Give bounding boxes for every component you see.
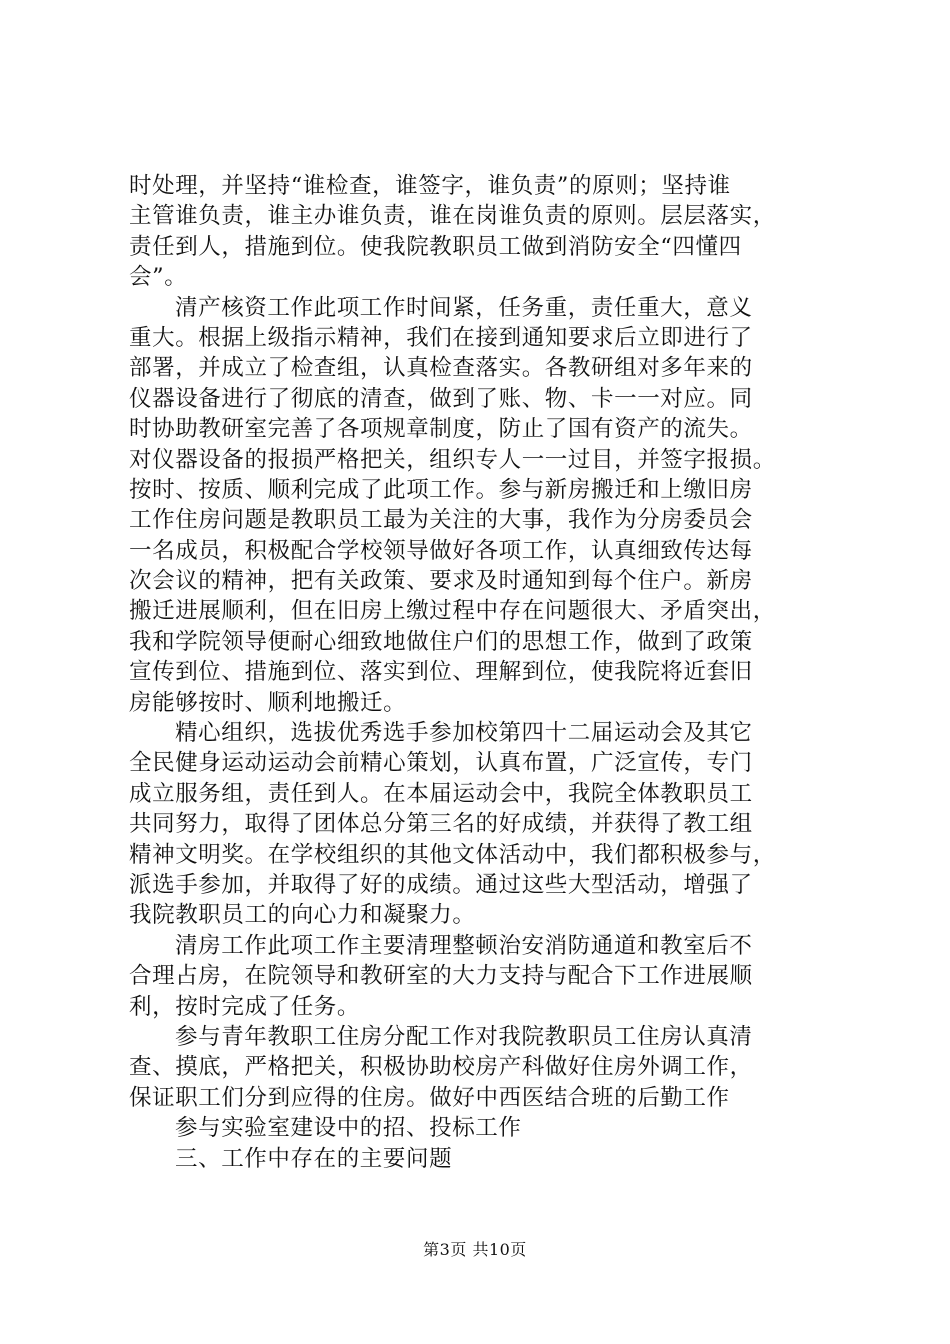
text-line: 房能够按时、顺利地搬迁。 (129, 689, 407, 716)
body-text (129, 171, 829, 1174)
text-line: 利，按时完成了任务。 (129, 993, 361, 1020)
text-line: 参与实验室建设中的招、投标工作 (175, 1115, 522, 1142)
text-line: 成立服务组，责任到人。在本届运动会中，我院全体教职员工 (129, 780, 753, 807)
text-line: 清产核资工作此项工作时间紧，任务重，责任重大，意义 (175, 294, 753, 321)
text-line: 工作住房问题是教职员工最为关注的大事，我作为分房委员会 (129, 507, 753, 534)
text-line: 部署，并成立了检查组，认真检查落实。各教研组对多年来的 (129, 355, 753, 382)
text-line: 派选手参加，并取得了好的成绩。通过这些大型活动，增强了 (129, 871, 753, 898)
page-footer: 第3页 共10页 (423, 1240, 527, 1259)
text-line: 我和学院领导便耐心细致地做住户们的思想工作，做到了政策 (129, 628, 753, 655)
text-line: 宣传到位、措施到位、落实到位、理解到位，使我院将近套旧 (129, 659, 753, 686)
text-line: 保证职工们分到应得的住房。做好中西医结合班的后勤工作 (129, 1084, 730, 1111)
text-line: 主管谁负责，谁主办谁负责，谁在岗谁负责的原则。层层落实， (129, 203, 776, 230)
text-line: 共同努力，取得了团体总分第三名的好成绩，并获得了教工组 (129, 811, 753, 838)
text-line: 我院教职员工的向心力和凝聚力。 (129, 902, 476, 929)
text-line: 清房工作此项工作主要清理整顿治安消防通道和教室后不 (175, 932, 753, 959)
text-line: 精心组织，选拔优秀选手参加校第四十二届运动会及其它 (175, 720, 753, 747)
text-line: 重大。根据上级指示精神，我们在接到通知要求后立即进行了 (129, 324, 753, 351)
text-line: 次会议的精神，把有关政策、要求及时通知到每个住户。新房 (129, 568, 753, 595)
text-line: 查、摸底，严格把关，积极协助校房产科做好住房外调工作， (129, 1054, 753, 1081)
text-line: 精神文明奖。在学校组织的其他文体活动中，我们都积极参与， (129, 841, 776, 868)
text-line: 时协助教研室完善了各项规章制度，防止了国有资产的流失。 (129, 416, 753, 443)
text-line: 一名成员，积极配合学校领导做好各项工作，认真细致传达每 (129, 537, 753, 564)
text-line: 三、工作中存在的主要问题 (175, 1145, 453, 1172)
text-line: 仪器设备进行了彻底的清查，做到了账、物、卡一一对应。同 (129, 385, 753, 412)
text-line: 搬迁进展顺利，但在旧房上缴过程中存在问题很大、矛盾突出， (129, 598, 776, 625)
text-line: 责任到人，措施到位。使我院教职员工做到消防安全“四懂四 (129, 233, 742, 260)
text-line: 时处理，并坚持“谁检查，谁签字，谁负责”的原则；坚持谁 (129, 173, 731, 199)
text-line: 对仪器设备的报损严格把关，组织专人一一过目，并签字报损。 (129, 446, 776, 473)
text-line: 合理占房，在院领导和教研室的大力支持与配合下工作进展顺 (129, 963, 753, 990)
text-line: 全民健身运动运动会前精心策划，认真布置，广泛宣传，专门 (129, 750, 753, 777)
text-line: 会”。 (129, 264, 188, 291)
text-line: 参与青年教职工住房分配工作对我院教职员工住房认真清 (175, 1023, 753, 1050)
text-line: 按时、按质、顺利完成了此项工作。参与新房搬迁和上缴旧房 (129, 476, 753, 503)
